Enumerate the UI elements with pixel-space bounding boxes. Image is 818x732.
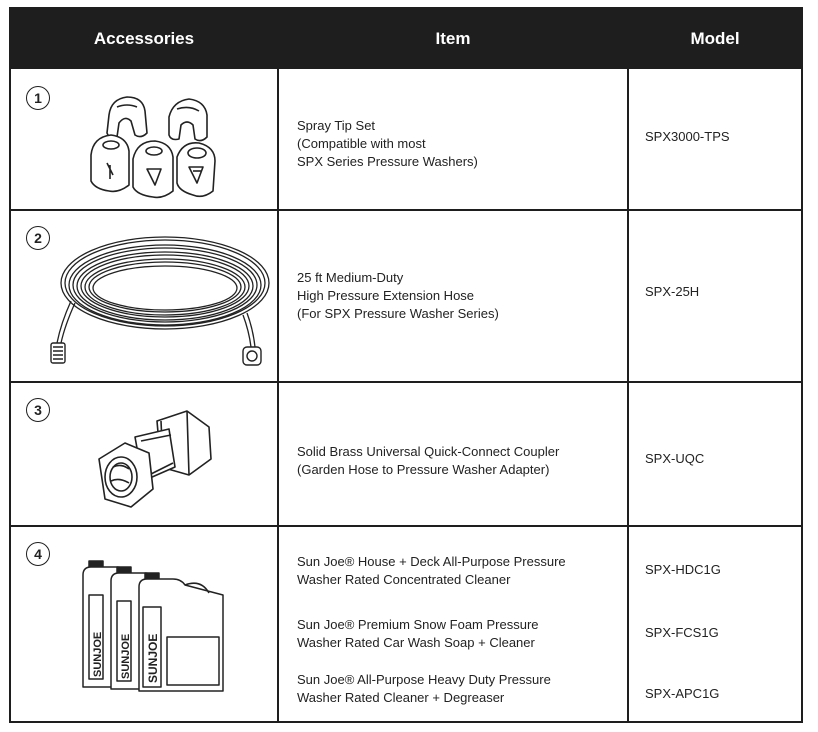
header-model: Model [690,29,740,48]
item-line: Washer Rated Car Wash Soap + Cleaner [297,635,535,650]
model-number: SPX-UQC [645,451,705,466]
item-line: 25 ft Medium-Duty [297,270,404,285]
column-divider [627,9,629,721]
item-description [297,269,499,323]
item-line: SPX Series Pressure Washers) [297,154,478,169]
item-line: (Garden Hose to Pressure Washer Adapter) [297,462,550,477]
header-accessories: Accessories [93,29,195,48]
item-line: (Compatible with most [297,136,426,151]
brass-coupler-icon [91,407,221,519]
column-divider [277,9,279,721]
item-line: Sun Joe® House + Deck All-Purpose Pressure [297,554,566,569]
model-number: SPX3000-TPS [645,129,730,144]
model-number: SPX-25H [645,284,700,299]
item-line: Washer Rated Concentrated Cleaner [297,572,511,587]
cleaner-jugs-icon [77,555,235,693]
row-divider [11,525,801,527]
row-number-badge: 3 [26,398,50,422]
model-number: SPX-FCS1G [645,625,719,640]
item-line: High Pressure Extension Hose [297,288,475,303]
item-description [297,443,559,479]
item-description [297,616,539,652]
row-number-badge: 1 [26,86,50,110]
coiled-hose-icon [37,231,277,371]
model-number: SPX-APC1G [645,686,720,701]
row-divider [11,381,801,383]
item-line: Spray Tip Set [297,118,376,133]
accessories-table [9,7,803,723]
jug-brand-label: SUNJOE [92,631,104,677]
item-line: (For SPX Pressure Washer Series) [297,306,499,321]
model-number: SPX-HDC1G [645,562,721,577]
item-description [297,117,478,171]
jug-brand-label: SUNJOE [120,633,132,679]
row-number-badge: 2 [26,226,50,250]
header-item: Item [435,29,471,48]
item-line: Sun Joe® All-Purpose Heavy Duty Pressure [297,672,551,687]
item-line: Washer Rated Cleaner + Degreaser [297,690,505,705]
item-line: Solid Brass Universal Quick-Connect Coupler [297,444,560,459]
row-number-badge: 4 [26,542,50,566]
item-description [297,553,566,589]
item-line: Sun Joe® Premium Snow Foam Pressure [297,617,539,632]
jug-brand-label: SUNJOE [146,633,160,683]
spray-tip-set-icon [81,93,231,207]
row-divider [11,209,801,211]
item-description [297,671,551,707]
